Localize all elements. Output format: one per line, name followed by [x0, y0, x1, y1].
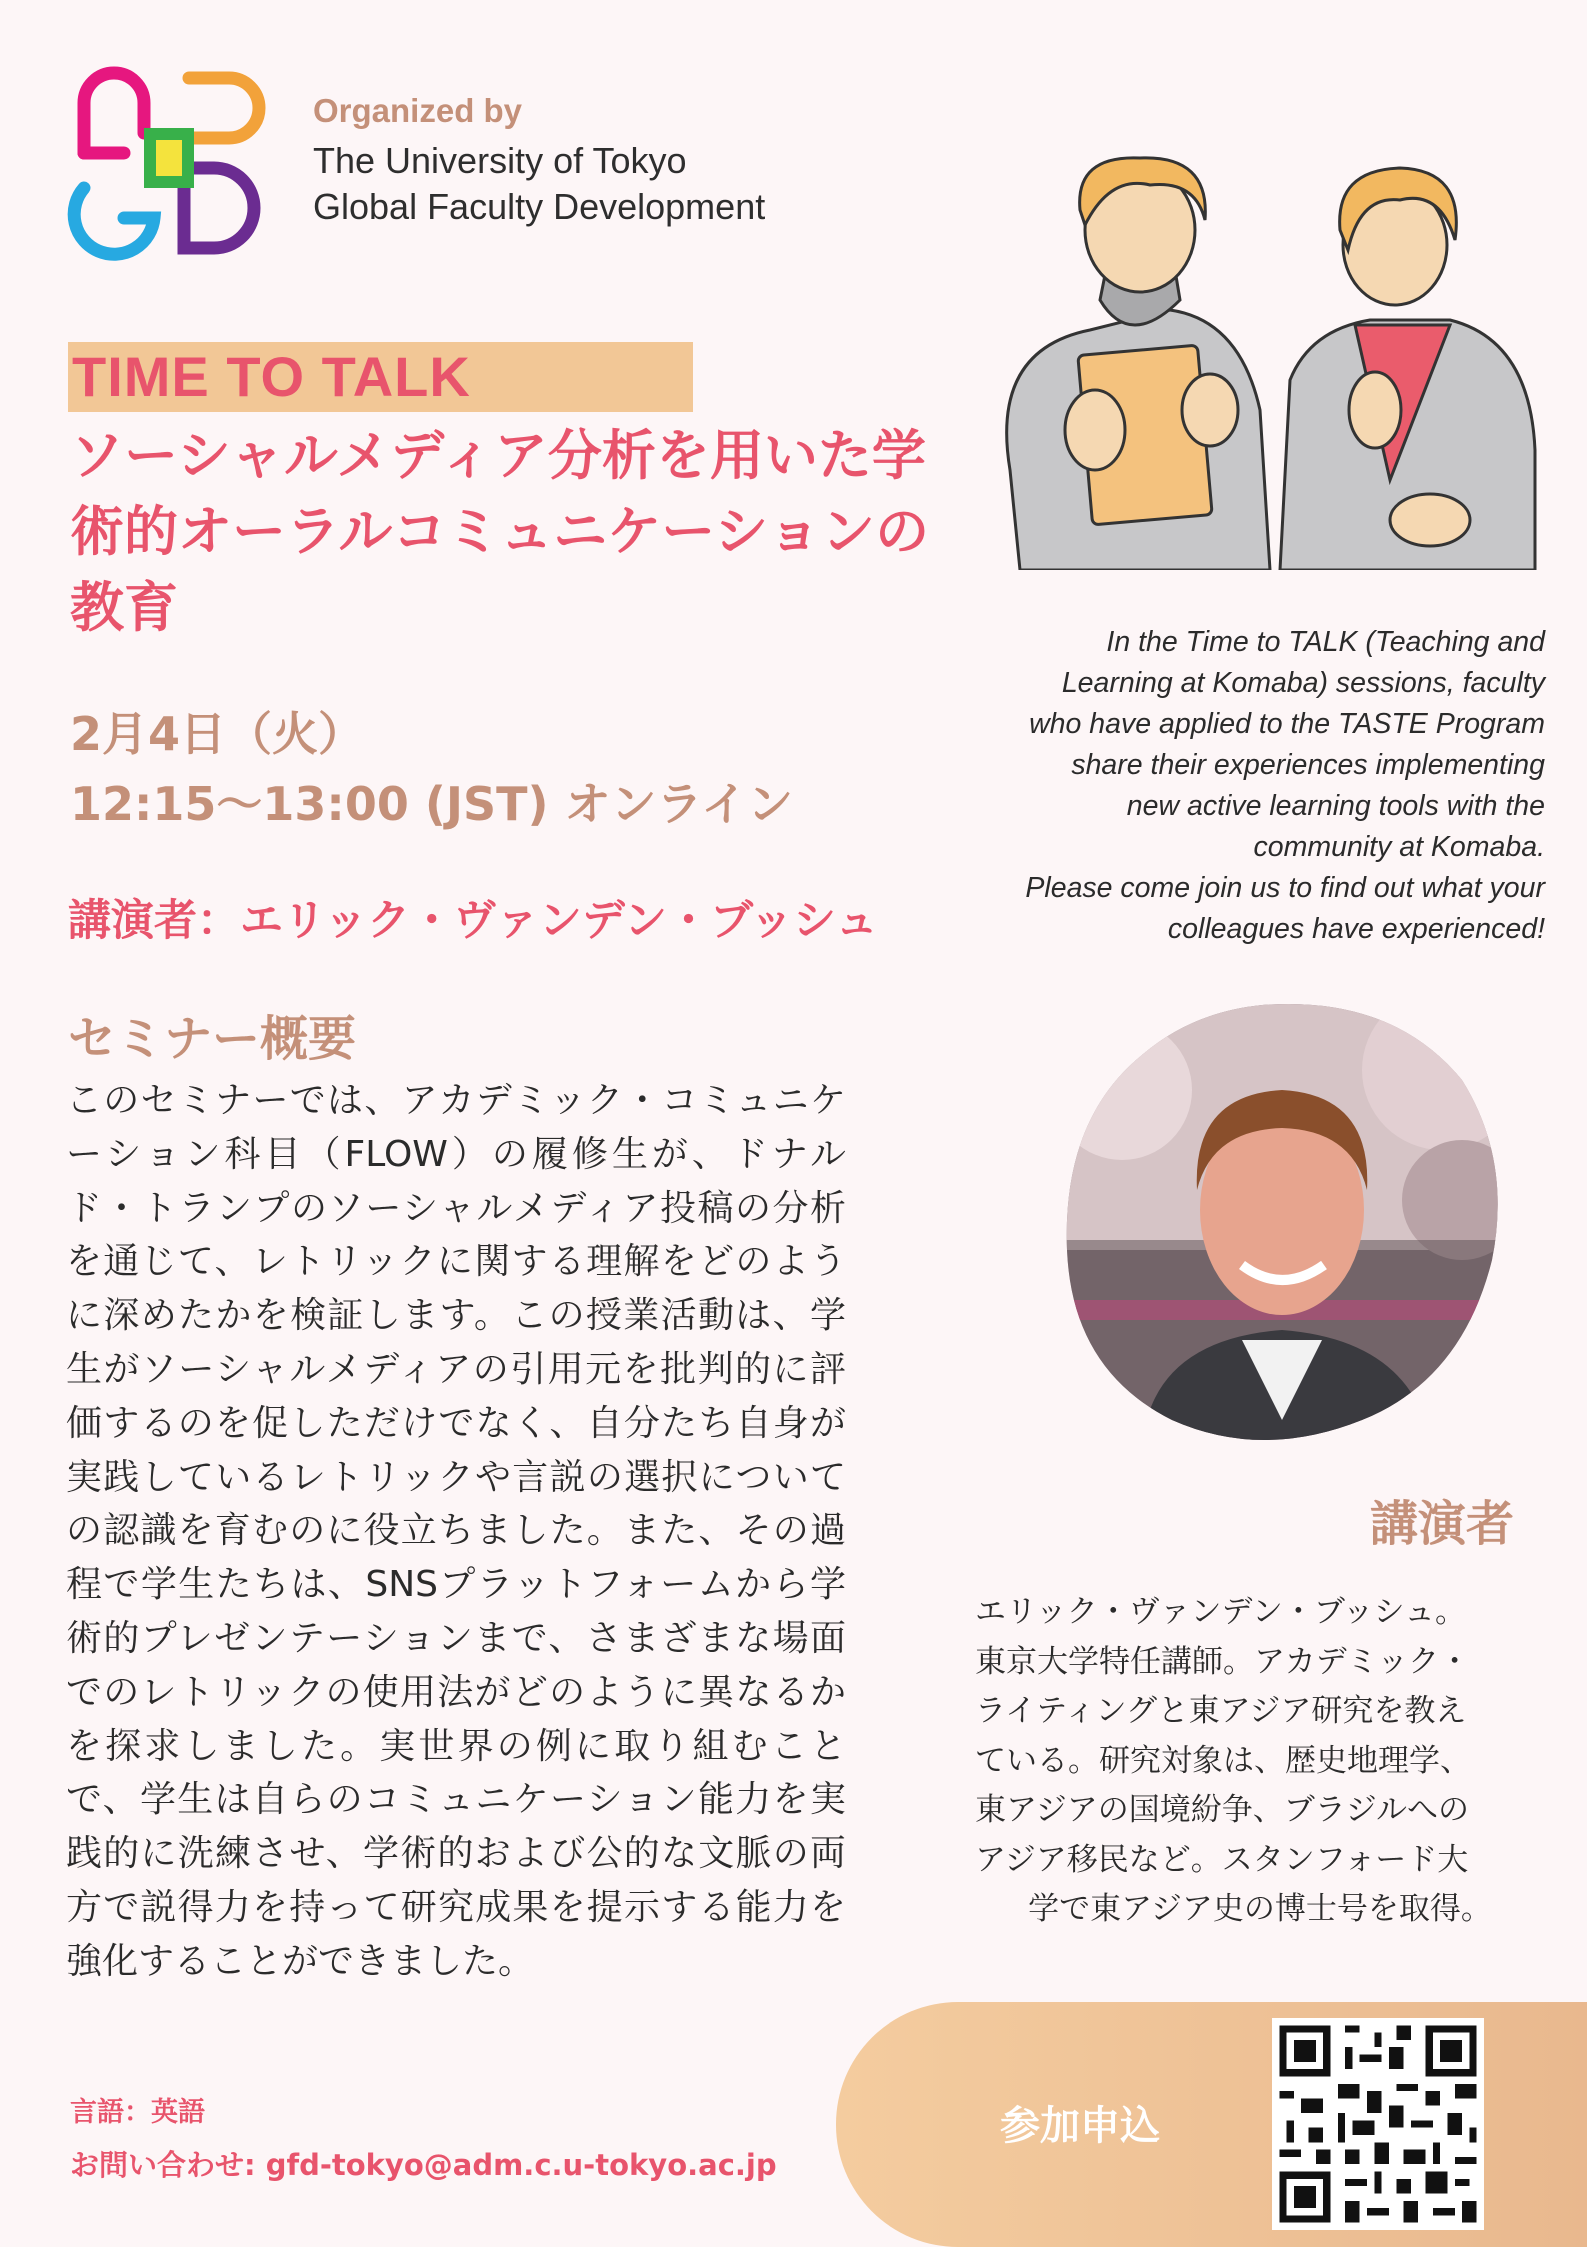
series-intro [975, 622, 1545, 950]
language-info: 言語：英語 [70, 2097, 205, 2128]
bio-line: ている。研究対象は、歴史地理学、 [975, 1742, 1471, 1779]
contact-info: お問い合わせ: gfd-tokyo@adm.c.u-tokyo.ac.jp [70, 2148, 777, 2182]
intro-line: community at Komaba. [1253, 831, 1545, 863]
intro-line: In the Time to TALK (Teaching and [1106, 626, 1545, 658]
speaker-photo [1062, 1000, 1502, 1446]
event-date: 2月4日（火） [70, 707, 365, 761]
speaker-bio [975, 1588, 1545, 1935]
qr-code-icon[interactable] [1272, 2018, 1484, 2230]
intro-line: colleagues have experienced! [1167, 913, 1545, 945]
overview-heading: セミナー概要 [68, 1011, 357, 1067]
intro-line: new active learning tools with the [1126, 790, 1545, 822]
bio-line: 東京大学特任講師。アカデミック・ [975, 1643, 1471, 1680]
overview-body: このセミナーでは、アカデミック・コミュニケーション科目（FLOW）の履修生が、ドナルド・トランプのソーシャルメディア投稿の分析を通じて、レトリックに関する理解をどのように深めたかを検証します。この授業活動は、学生がソーシャルメディアの引用元を批判的に評価するのを促しただけでなく、自分たち自身が実践しているレトリックや言説の選択についての認識を育むのに役立ちました。また、その過程で学生たちは、SNSプラットフォームから学術的プレゼンテーションまで、さまざまな場面でのレトリックの使用法がどのように異なるかを探求しました。実世界の例に取り組むことで、学生は自らのコミュニケーション能力を実践的に洗練させ、学術的および公的な文脈の両方で説得力を持って研究成果を提示する能力を強化することができました。 [66, 1080, 846, 1982]
event-title: ソーシャルメディア分析を用いた学術的オーラルコミュニケーションの教育 [70, 424, 930, 639]
intro-line: Learning at Komaba) sessions, faculty [1061, 667, 1545, 699]
two-people-illustration [980, 150, 1550, 570]
intro-line: who have applied to the TASTE Program [1029, 708, 1545, 740]
gfd-logo-icon [64, 58, 269, 263]
bio-line: アジア移民など。スタンフォード大 [975, 1841, 1469, 1878]
bio-heading: 講演者 [1370, 1496, 1515, 1552]
series-title: TIME TO TALK [72, 345, 471, 408]
bio-line: 学で東アジア史の博士号を取得。 [1028, 1891, 1492, 1927]
organizer-university: The University of Tokyo [313, 140, 687, 181]
organized-by-label: Organized by [313, 92, 523, 129]
register-label[interactable]: 参加申込 [1000, 2103, 1160, 2149]
organizer-department: Global Faculty Development [313, 186, 766, 227]
speaker-line: 講演者：エリック・ヴァンデン・ブッシュ [68, 896, 879, 946]
bio-line: エリック・ヴァンデン・ブッシュ。 [975, 1594, 1467, 1630]
event-time-place: 12:15〜13:00 (JST) オンライン [70, 777, 794, 831]
bio-line: 東アジアの国境紛争、ブラジルへの [975, 1792, 1469, 1828]
intro-line: share their experiences implementing [1071, 749, 1545, 781]
bio-line: ライティングと東アジア研究を教え [975, 1693, 1467, 1729]
intro-line: Please come join us to find out what your [1025, 872, 1545, 904]
